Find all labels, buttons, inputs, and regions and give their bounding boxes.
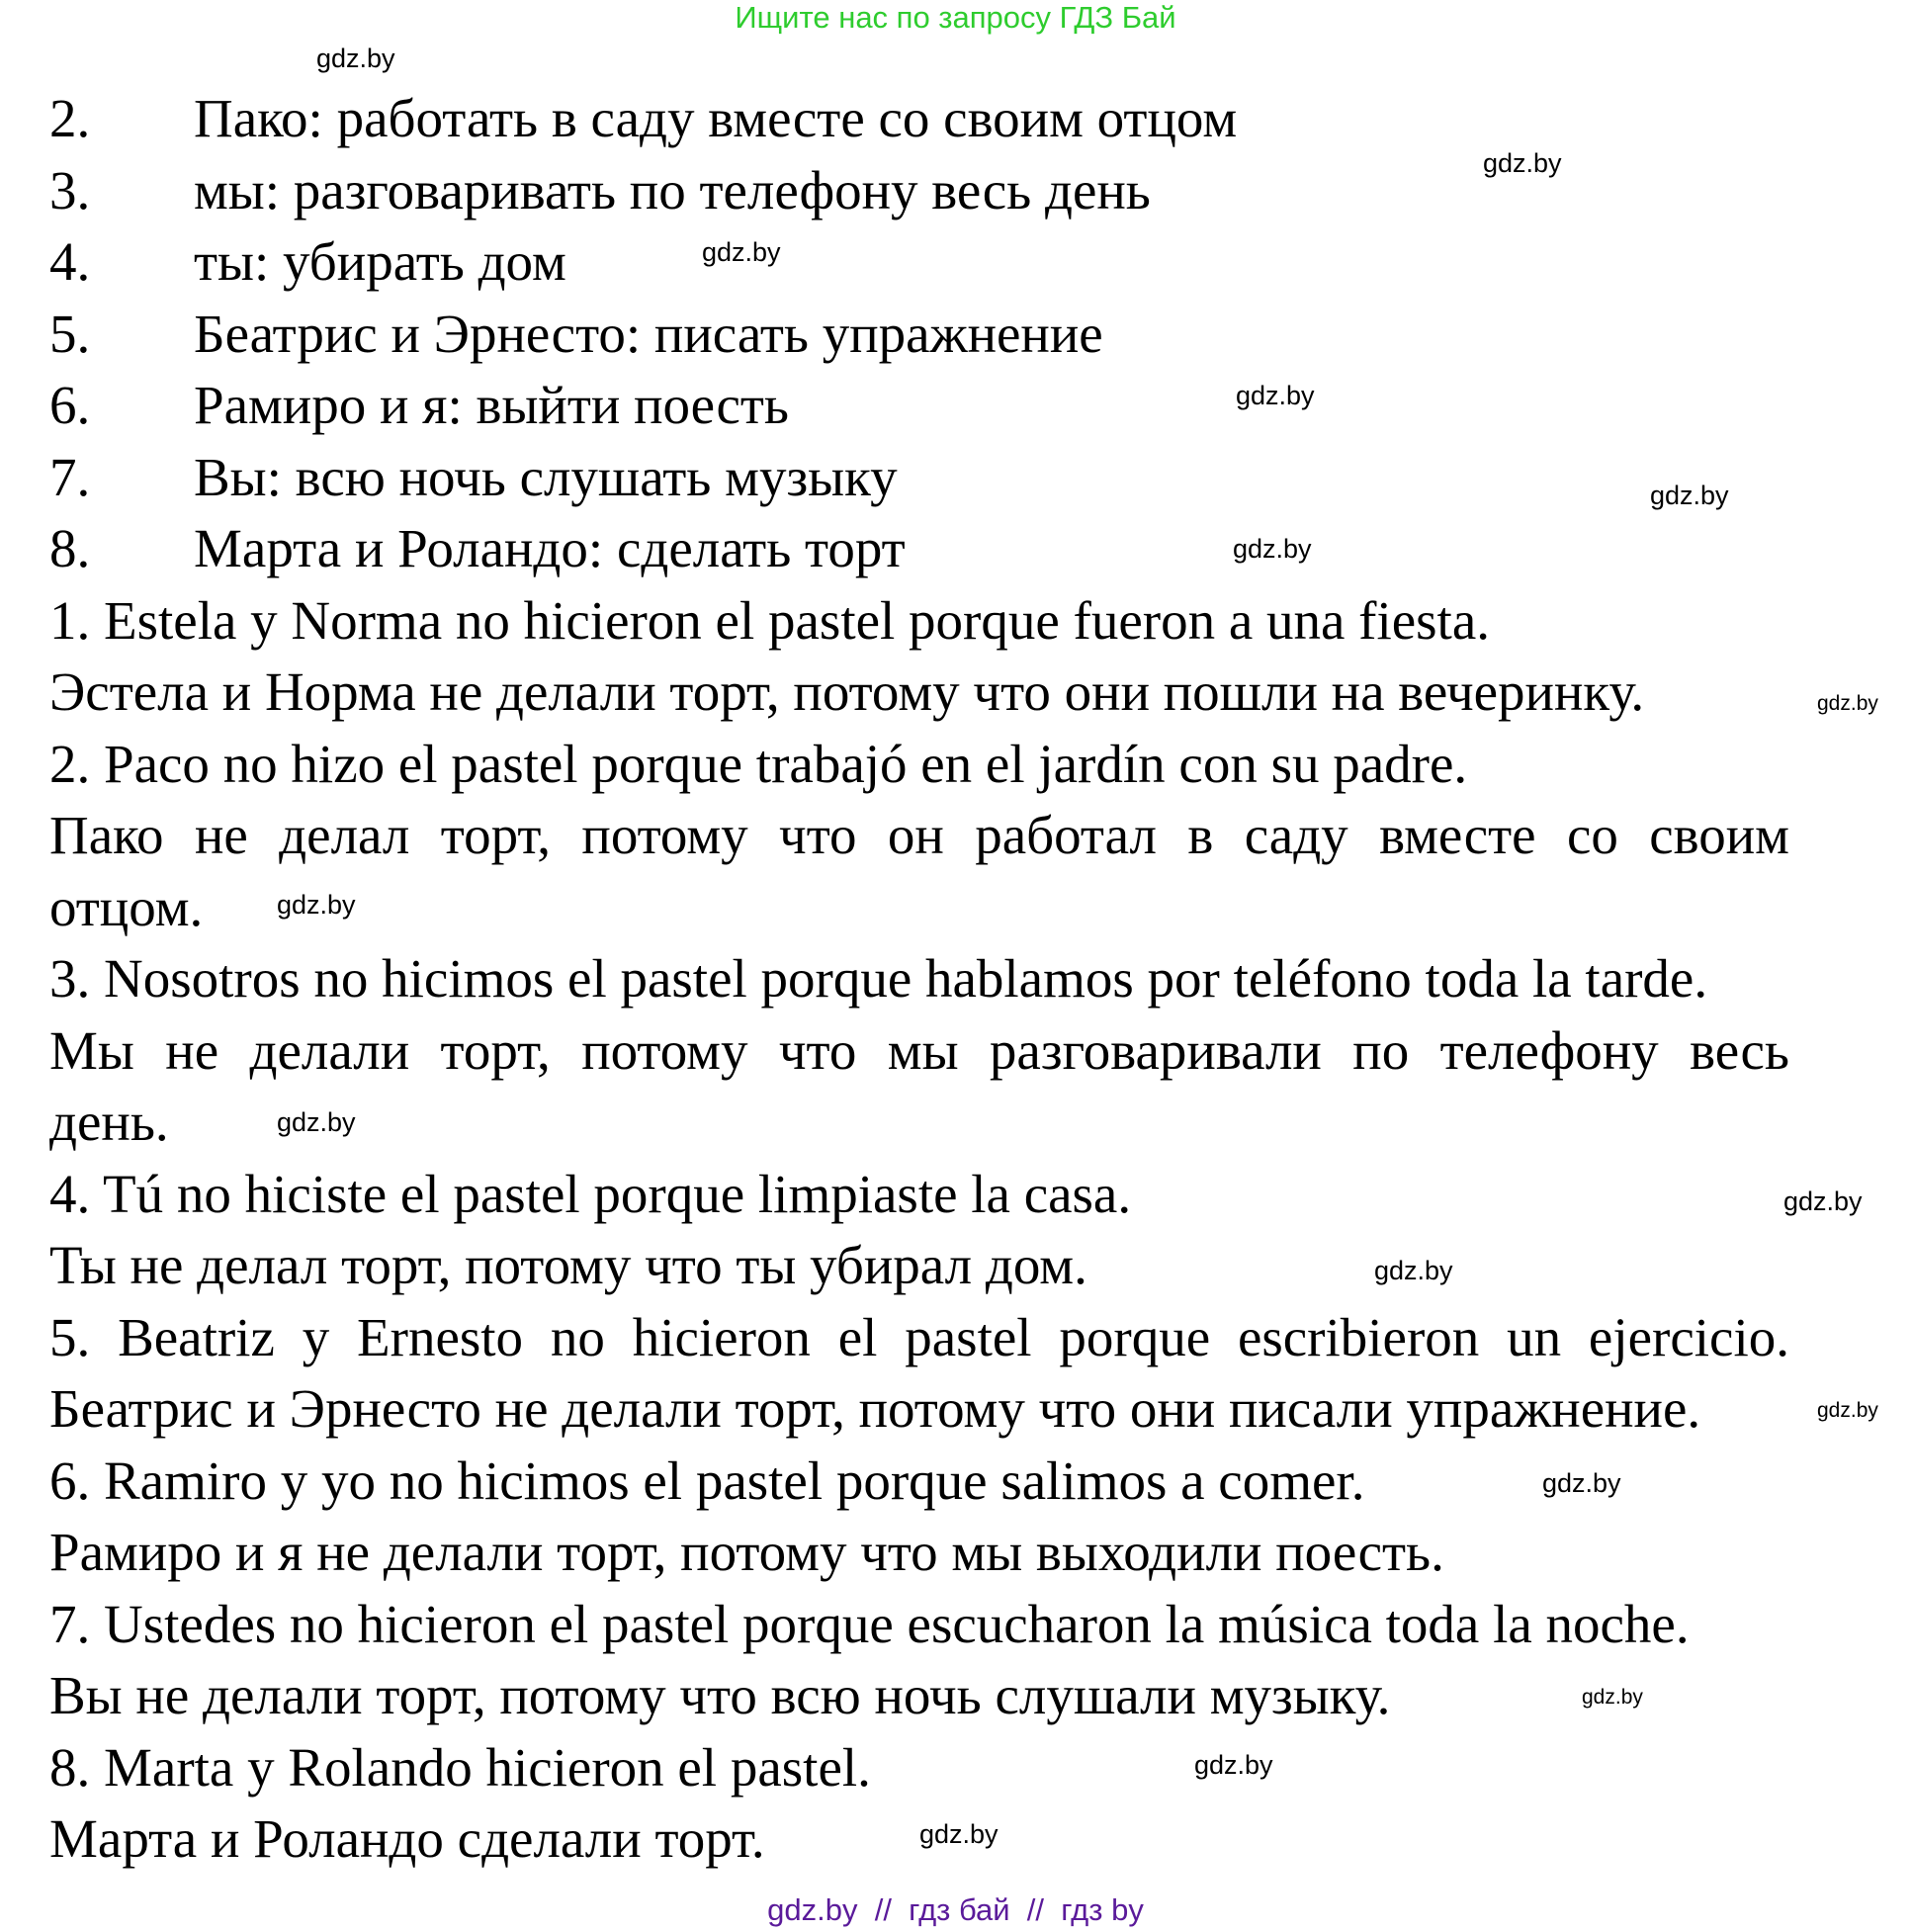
answer-spanish: 1. Estela y Norma no hicieron el pastel porque fueron a una fiesta. <box>49 589 1490 651</box>
item-text: ты: убирать дом <box>194 231 566 292</box>
watermark: gdz.by <box>316 44 395 73</box>
watermark: gdz.by <box>702 237 781 267</box>
answer-spanish: 8. Marta y Rolando hicieron el pastel. <box>49 1736 871 1798</box>
item-number: 7. <box>49 446 91 507</box>
watermark: gdz.by <box>277 890 356 920</box>
item-text: Пако: работать в саду вместе со своим отцом <box>194 88 1238 148</box>
answer-spanish: 7. Ustedes no hicieron el pastel porque escucharon la música toda la noche. <box>49 1593 1690 1654</box>
list-item <box>49 513 1789 585</box>
watermark: gdz.by <box>1542 1468 1621 1498</box>
watermark: gdz.by <box>1783 1186 1863 1216</box>
watermark: gdz.by <box>919 1819 999 1849</box>
answer-russian: Вы не делали торт, потому что всю ночь слушали музыку. <box>49 1665 1391 1725</box>
answer-russian: Пако не делал торт, потому что он работал в саду вместе со своим <box>49 805 1789 865</box>
list-item <box>49 299 1789 371</box>
item-number: 6. <box>49 375 91 435</box>
watermark: gdz.by <box>1236 381 1315 410</box>
item-number: 5. <box>49 303 91 364</box>
watermark: gdz.by <box>1817 1399 1878 1422</box>
watermark: gdz.by <box>1582 1686 1643 1709</box>
answer-russian: Рамиро и я не делали торт, потому что мы выходили поесть. <box>49 1522 1444 1582</box>
list-item <box>49 83 1789 155</box>
answer-spanish: 2. Paco no hizo el pastel porque trabajó en el jardín con su padre. <box>49 733 1468 794</box>
answer-spanish: 3. Nosotros no hicimos el pastel porque hablamos por teléfono toda la tarde. <box>49 948 1708 1009</box>
list-item <box>49 442 1789 514</box>
watermark: gdz.by <box>277 1107 356 1137</box>
item-text: Беатрис и Эрнесто: писать упражнение <box>194 303 1103 364</box>
item-text: мы: разговаривать по телефону весь день <box>194 159 1151 220</box>
footer-links: gdz.by // гдз бай // гдз by <box>767 1892 1144 1927</box>
answer-russian: Беатрис и Эрнесто не делали торт, потому что они писали упражнение. <box>49 1378 1701 1439</box>
answer-spanish: 6. Ramiro y yo no hicimos el pastel porque salimos a comer. <box>49 1449 1365 1511</box>
item-number: 3. <box>49 159 91 220</box>
item-number: 4. <box>49 231 91 292</box>
watermark: gdz.by <box>1483 148 1562 178</box>
answer-russian-cont: день. <box>49 1092 169 1152</box>
answer-russian-cont: отцом. <box>49 876 204 937</box>
answer-russian: Марта и Роландо сделали торт. <box>49 1808 765 1869</box>
answer-spanish: 4. Tú no hiciste el pastel porque limpiaste la casa. <box>49 1163 1132 1224</box>
watermark: gdz.by <box>1233 534 1312 564</box>
watermark: gdz.by <box>1374 1256 1453 1285</box>
item-number: 2. <box>49 88 91 148</box>
item-text: Вы: всю ночь слушать музыку <box>194 446 898 507</box>
watermark: gdz.by <box>1650 481 1729 510</box>
item-text: Марта и Роландо: сделать торт <box>194 518 906 578</box>
watermark: gdz.by <box>1817 692 1878 715</box>
item-number: 8. <box>49 518 91 578</box>
item-text: Рамиро и я: выйти поесть <box>194 375 789 435</box>
answer-russian: Мы не делали торт, потому что мы разговаривали по телефону весь <box>49 1019 1789 1081</box>
search-hint-banner: Ищите нас по запросу ГДЗ Бай <box>735 0 1176 35</box>
list-item <box>49 370 1789 442</box>
document-body <box>49 83 1789 1876</box>
answer-spanish: 5. Beatriz y Ernesto no hicieron el pastel porque escribieron un ejercicio. <box>49 1306 1789 1367</box>
answer-russian: Эстела и Норма не делали торт, потому что они пошли на вечеринку. <box>49 661 1645 722</box>
watermark: gdz.by <box>1194 1750 1273 1780</box>
answer-russian: Ты не делал торт, потому что ты убирал дом. <box>49 1235 1087 1295</box>
list-item <box>49 226 1789 299</box>
